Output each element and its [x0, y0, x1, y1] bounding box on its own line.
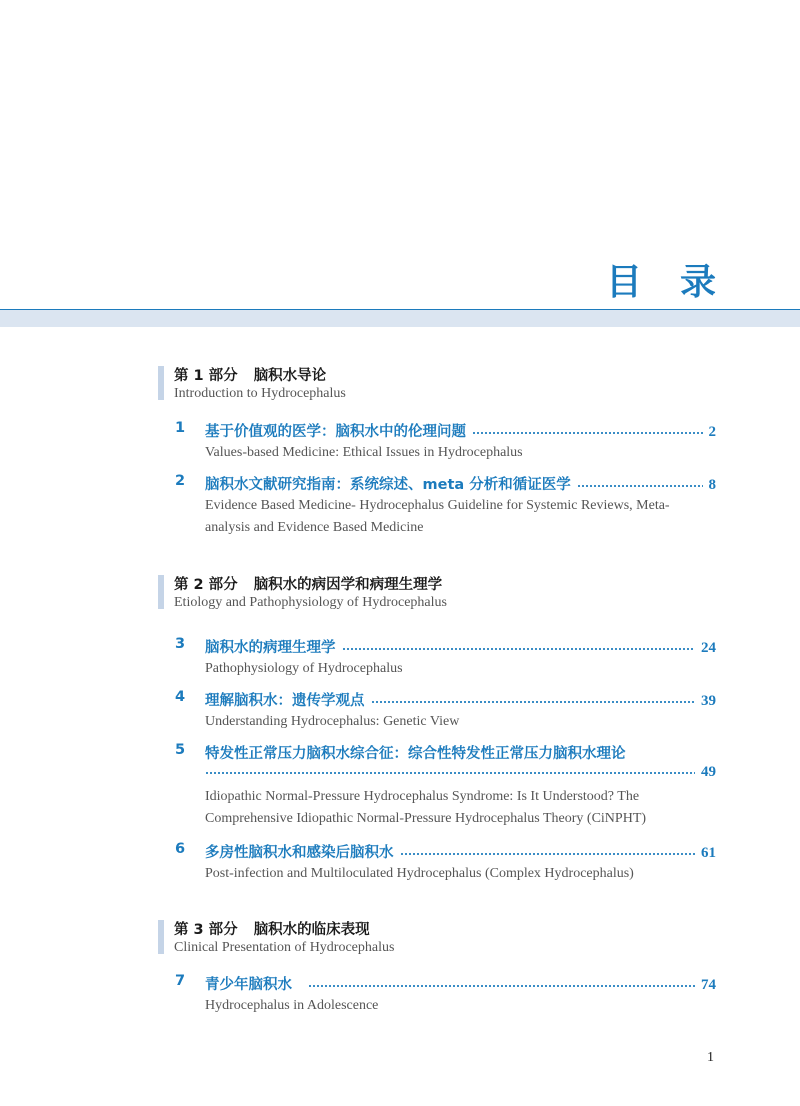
part-label: 第 1 部分 — [174, 368, 238, 384]
part-marker-bar — [158, 920, 164, 954]
leader-dots — [371, 694, 696, 704]
chapter-title-en: Pathophysiology of Hydrocephalus — [205, 661, 403, 676]
toc-entry-5[interactable] — [175, 742, 716, 830]
chapter-number: 6 — [175, 841, 186, 857]
header-band — [0, 310, 800, 327]
part-marker-bar — [158, 366, 164, 400]
chapter-title-en: Hydrocephalus in Adolescence — [205, 998, 379, 1013]
toc-entry-2[interactable] — [175, 473, 716, 539]
toc-entry-7[interactable] — [175, 973, 716, 1017]
toc-entry-3[interactable] — [175, 636, 716, 680]
leader-dots — [308, 978, 695, 988]
leader-dots — [205, 765, 695, 775]
part-marker-bar — [158, 575, 164, 609]
leader-dots — [400, 846, 696, 856]
chapter-title-en: Evidence Based Medicine- Hydrocephalus Guideline for Systemic Reviews, Meta-analysis and Evidence Based Medicine — [205, 498, 670, 535]
part-heading-3 — [158, 918, 718, 958]
leader-dots — [577, 478, 703, 488]
chapter-number: 3 — [175, 636, 186, 652]
chapter-title-zh[interactable]: 多房性脑积水和感染后脑积水 — [205, 845, 394, 861]
chapter-title-zh[interactable]: 脑积水的病理生理学 — [205, 640, 336, 656]
page-title-char-2: 录 — [679, 262, 716, 303]
part-title-zh — [174, 573, 442, 594]
part-title-zh — [174, 918, 370, 939]
chapter-page-number[interactable]: 24 — [701, 640, 716, 656]
part-heading-1 — [158, 364, 718, 404]
chapter-page-number[interactable]: 61 — [701, 845, 716, 861]
chapter-title-en: Values-based Medicine: Ethical Issues in Hydrocephalus — [205, 445, 523, 460]
leader-dots — [342, 641, 696, 651]
part-title-en: Introduction to Hydrocephalus — [174, 386, 346, 401]
chapter-title-en: Post-infection and Multiloculated Hydrocephalus (Complex Hydrocephalus) — [205, 866, 634, 881]
chapter-number: 4 — [175, 689, 186, 705]
page-title — [0, 254, 716, 305]
part-title: 脑积水的临床表现 — [253, 922, 370, 938]
page-title-char-1: 目 — [605, 262, 642, 303]
chapter-title-zh[interactable]: 青少年脑积水 — [205, 977, 292, 993]
toc-entry-6[interactable] — [175, 841, 716, 885]
part-title: 脑积水导论 — [253, 368, 327, 384]
chapter-page-number[interactable]: 49 — [701, 764, 716, 780]
chapter-title-zh[interactable]: 脑积水文献研究指南：系统综述、meta 分析和循证医学 — [205, 477, 571, 493]
chapter-number: 7 — [175, 973, 186, 989]
chapter-title-zh[interactable]: 理解脑积水：遗传学观点 — [205, 693, 365, 709]
part-label: 第 2 部分 — [174, 577, 238, 593]
toc-entry-1[interactable] — [175, 420, 716, 464]
chapter-page-number[interactable]: 2 — [708, 424, 716, 440]
part-heading-2 — [158, 573, 718, 613]
part-title: 脑积水的病因学和病理生理学 — [253, 577, 443, 593]
chapter-number: 1 — [175, 420, 186, 436]
part-title-en: Clinical Presentation of Hydrocephalus — [174, 940, 395, 955]
chapter-number: 2 — [175, 473, 186, 489]
chapter-title-en: Idiopathic Normal-Pressure Hydrocephalus Syndrome: Is It Understood? The Comprehensive Idiopathic Normal-Pressure Hydrocephalus Theory (CiNPHT) — [205, 789, 647, 826]
chapter-number: 5 — [175, 742, 186, 758]
chapter-page-number[interactable]: 74 — [701, 977, 716, 993]
part-title-en: Etiology and Pathophysiology of Hydrocephalus — [174, 595, 447, 610]
chapter-page-number[interactable]: 39 — [701, 693, 716, 709]
chapter-title-zh[interactable]: 特发性正常压力脑积水综合征：综合性特发性正常压力脑积水理论 — [205, 746, 626, 762]
leader-dots — [472, 425, 703, 435]
toc-entry-4[interactable] — [175, 689, 716, 733]
folio-page-number: 1 — [707, 1050, 714, 1065]
chapter-title-zh[interactable]: 基于价值观的医学：脑积水中的伦理问题 — [205, 424, 466, 440]
part-title-zh — [174, 364, 326, 385]
part-label: 第 3 部分 — [174, 922, 238, 938]
chapter-page-number[interactable]: 8 — [708, 477, 716, 493]
chapter-title-en: Understanding Hydrocephalus: Genetic View — [205, 714, 460, 729]
